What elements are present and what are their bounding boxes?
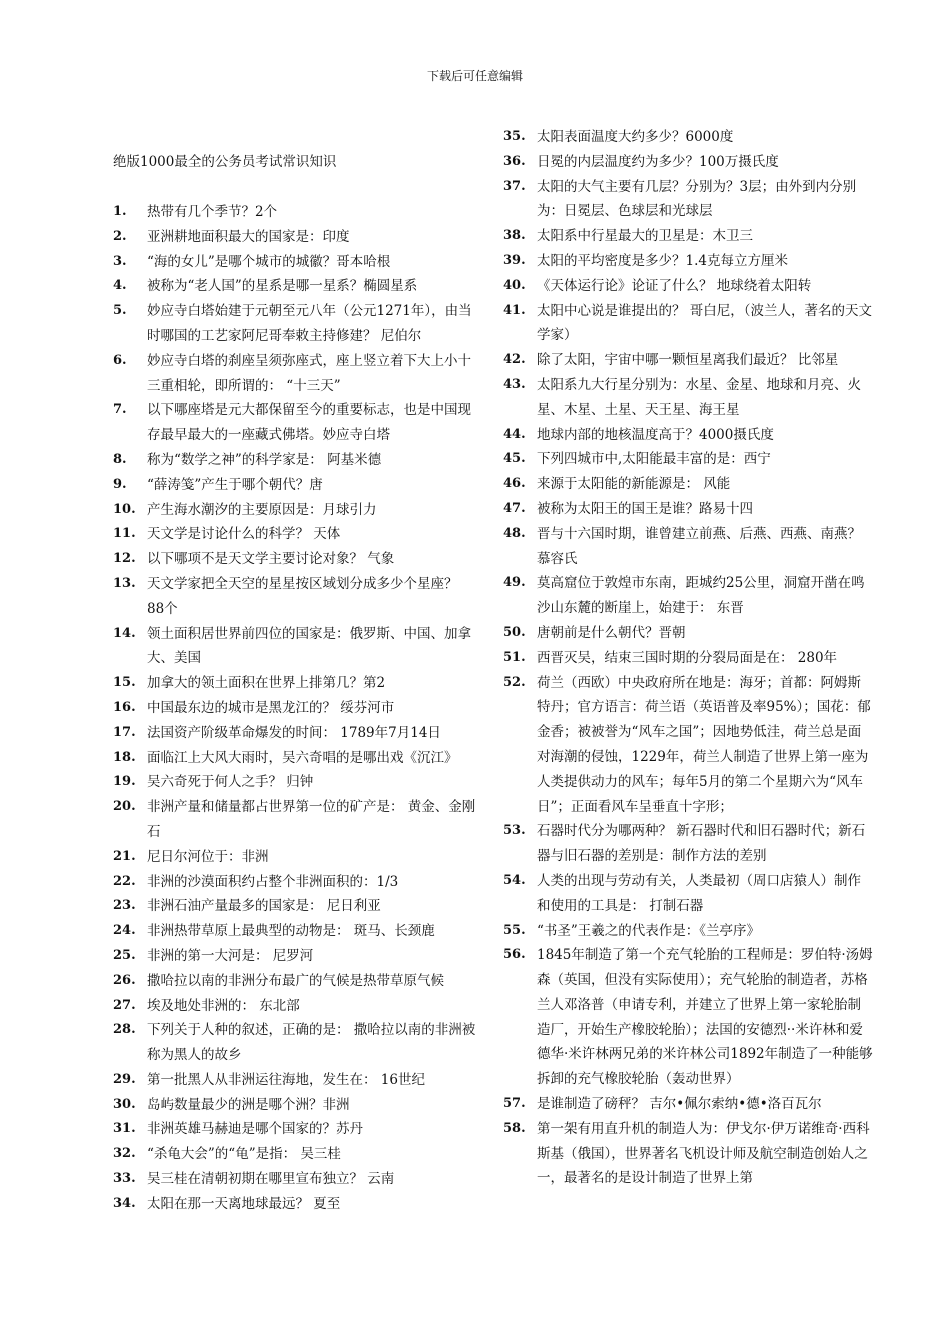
list-item (113, 770, 478, 795)
list-item (503, 299, 873, 349)
list-item (113, 1093, 478, 1118)
item-number: 21. (113, 848, 136, 864)
item-number: 2. (113, 228, 127, 244)
item-text: “薛涛笺”产生于哪个朝代？唐 (147, 476, 323, 493)
list-item (113, 1018, 478, 1068)
item-text: 下列关于人种的叙述，正确的是： 撒哈拉以南的非洲被称为黑人的故乡 (147, 1022, 476, 1064)
item-text: 太阳的大气主要有几层？分别为？3层；由外到内分别为：日冕层、色球层和光球层 (537, 178, 857, 220)
item-number: 13. (113, 575, 136, 591)
item-number: 48. (503, 525, 526, 541)
item-text: 石器时代分为哪两种？ 新石器时代和旧石器时代；新石器与旧石器的差别是：制作方法的差别 (537, 823, 866, 865)
item-number: 24. (113, 923, 136, 939)
item-number: 3. (113, 253, 127, 269)
item-number: 22. (113, 873, 136, 889)
item-number: 56. (503, 947, 526, 963)
item-number: 58. (503, 1120, 526, 1136)
list-item (503, 224, 873, 249)
list-item (113, 1117, 478, 1142)
item-number: 35. (503, 129, 526, 144)
item-number: 38. (503, 228, 526, 244)
item-text: 亚洲耕地面积最大的国家是：印度 (147, 228, 350, 245)
list-item (113, 845, 478, 870)
item-text: 撒哈拉以南的非洲分布最广的气候是热带草原气候 (147, 972, 444, 989)
item-number: 55. (503, 922, 526, 938)
item-text: 吴三桂在清朝初期在哪里宣布独立？ 云南 (147, 1171, 395, 1188)
list-item (503, 1092, 873, 1117)
list-item (113, 1167, 478, 1192)
item-number: 11. (113, 526, 136, 542)
item-number: 50. (503, 624, 526, 640)
item-number: 19. (113, 774, 136, 790)
list-item (503, 919, 873, 944)
right-column (503, 125, 873, 1191)
item-number: 30. (113, 1096, 136, 1112)
list-item (503, 423, 873, 448)
list-item (113, 299, 478, 349)
item-number: 1. (113, 204, 127, 219)
item-text: 太阳在那一天离地球最远？ 夏至 (147, 1195, 341, 1212)
item-number: 28. (113, 1022, 136, 1038)
item-text: 被称为太阳王的国王是谁？路易十四 (537, 500, 753, 517)
item-number: 10. (113, 501, 136, 517)
item-number: 29. (113, 1071, 136, 1087)
item-text: 非洲英雄马赫迪是哪个国家的？苏丹 (147, 1121, 363, 1138)
item-number: 44. (503, 426, 526, 442)
item-text: 面临江上大风大雨时，吴六奇唱的是哪出戏《沉江》 (147, 749, 458, 766)
item-text: 除了太阳，宇宙中哪一颗恒星离我们最近？ 比邻星 (537, 352, 839, 369)
list-item (503, 522, 873, 572)
item-number: 27. (113, 997, 136, 1013)
item-text: 岛屿数量最少的洲是哪个洲？非洲 (147, 1096, 350, 1113)
list-item (113, 448, 478, 473)
item-text: 吴六奇死于何人之手？ 归钟 (147, 774, 314, 791)
item-text: 热带有几个季节？2个 (147, 204, 278, 220)
item-text: 《天体运行论》论证了什么？ 地球绕着太阳转 (537, 277, 812, 294)
list-item (113, 746, 478, 771)
item-number: 54. (503, 872, 526, 888)
list-item (113, 250, 478, 275)
list-item (503, 571, 873, 621)
item-text: 妙应寺白塔的刹座呈须弥座式，座上竖立着下大上小十三重相轮，即所谓的： “十三天” (147, 352, 471, 394)
item-number: 53. (503, 823, 526, 839)
list-item (503, 497, 873, 522)
list-item (503, 621, 873, 646)
item-text: 埃及地处非洲的： 东北部 (147, 997, 300, 1014)
item-number: 36. (503, 153, 526, 169)
list-item (113, 894, 478, 919)
list-item (113, 671, 478, 696)
page-header: 下载后可任意编辑 (426, 69, 523, 83)
item-text: 妙应寺白塔始建于元朝至元八年（公元1271年），由当时哪国的工艺家阿尼哥奉敕主持修建？ 尼伯尔 (147, 303, 472, 344)
list-item (113, 547, 478, 572)
list-item (113, 572, 478, 622)
item-number: 5. (113, 303, 127, 319)
item-number: 23. (113, 898, 136, 914)
document-title: 绝版1000最全的公务员考试常识知识 (113, 154, 337, 170)
item-number: 20. (113, 799, 136, 815)
item-text: 1845年制造了第一个充气轮胎的工程师是：罗伯特·汤姆森（英国，但没有实际使用）；充气轮胎的制造者，苏格兰人邓洛普（申请专利，并建立了世界上第一家轮胎制造厂，开始生产橡胶轮胎）；法国的安德烈··米许林和爱德华·米许林两兄弟的米许林公司1892年制造了一种能够拆卸的充气橡胶轮胎（轰动世界） (537, 947, 873, 1088)
item-number: 43. (503, 376, 526, 392)
item-text: 尼日尔河位于：非洲 (147, 848, 269, 865)
list-item (113, 1192, 478, 1217)
item-text: 加拿大的领土面积在世界上排第几？第2 (147, 675, 386, 692)
item-text: “杀龟大会”的“龟”是指： 吴三桂 (147, 1146, 341, 1163)
list-item (503, 125, 873, 150)
list-item (113, 994, 478, 1019)
item-number: 46. (503, 476, 526, 492)
item-number: 18. (113, 749, 136, 765)
item-text: 法国资产阶级革命爆发的时间： 1789年7月14日 (147, 724, 441, 741)
item-text: 非洲石油产量最多的国家是： 尼日利亚 (147, 898, 381, 915)
list-item (113, 696, 478, 721)
item-number: 57. (503, 1096, 526, 1112)
list-item (503, 472, 873, 497)
item-number: 33. (113, 1171, 136, 1187)
item-number: 42. (503, 352, 526, 368)
item-text: 以下哪项不是天文学主要讨论对象？ 气象 (147, 551, 395, 568)
item-text: 第一架有用直升机的制造人为：伊戈尔·伊万诺维奇·西科斯基（俄国），世界著名飞机设计师及航空制造创始人之一，最著名的是设计制造了世界上第 (537, 1120, 870, 1187)
list-item (113, 870, 478, 895)
list-item (503, 447, 873, 472)
item-text: 来源于太阳能的新能源是： 风能 (537, 476, 731, 493)
item-text: 非洲的沙漠面积约占整个非洲面积的：1/3 (147, 873, 399, 890)
item-number: 16. (113, 699, 136, 715)
item-text: 非洲的第一大河是： 尼罗河 (147, 947, 314, 964)
list-item (503, 869, 873, 919)
item-text: 太阳系中行星最大的卫星是：木卫三 (537, 228, 753, 245)
item-number: 45. (503, 451, 526, 467)
item-text: 莫高窟位于敦煌市东南，距城约25公里，洞窟开凿在鸣沙山东麓的断崖上，始建于： 东晋 (537, 575, 865, 617)
item-number: 49. (503, 575, 526, 591)
list-item (503, 249, 873, 274)
list-item (113, 398, 478, 448)
item-number: 41. (503, 302, 526, 318)
list-item (113, 944, 478, 969)
item-number: 34. (113, 1195, 136, 1211)
item-text: 天文学家把全天空的星星按区域划分成多少个星座？ 88个 (147, 575, 458, 617)
item-number: 17. (113, 724, 136, 740)
list-item (113, 498, 478, 523)
list-item (503, 175, 873, 225)
list-item (113, 200, 478, 225)
item-text: 以下哪座塔是元大都保留至今的重要标志，也是中国现存最早最大的一座藏式佛塔。妙应寺白塔 (147, 402, 471, 444)
list-item (113, 919, 478, 944)
list-item (113, 349, 478, 399)
list-item (503, 671, 873, 820)
item-number: 51. (503, 649, 526, 665)
list-item (113, 1068, 478, 1093)
list-item (113, 522, 478, 547)
list-item (113, 225, 478, 250)
item-number: 52. (503, 674, 526, 690)
item-number: 9. (113, 476, 127, 492)
item-text: 第一批黑人从非洲运往海地，发生在： 16世纪 (147, 1071, 425, 1088)
item-text: 中国最东边的城市是黑龙江的？ 绥芬河市 (147, 699, 395, 716)
list-item (503, 819, 873, 869)
item-number: 12. (113, 551, 136, 567)
item-text: 唐朝前是什么朝代？晋朝 (537, 624, 686, 641)
list-item (113, 473, 478, 498)
item-text: 领土面积居世界前四位的国家是：俄罗斯、中国、加拿大、美国 (147, 625, 471, 667)
list-item (113, 622, 478, 672)
left-column (113, 200, 478, 1217)
list-item (503, 943, 873, 1092)
list-item (113, 721, 478, 746)
list-item (503, 646, 873, 671)
item-number: 7. (113, 402, 127, 418)
item-number: 37. (503, 178, 526, 194)
item-text: 晋与十六国时期，谁曾建立前燕、后燕、西燕、南燕？ 慕容氏 (537, 525, 861, 567)
list-item (503, 274, 873, 299)
item-number: 26. (113, 972, 136, 988)
item-text: 产生海水潮汐的主要原因是：月球引力 (147, 501, 377, 518)
list-item (113, 274, 478, 299)
item-number: 47. (503, 500, 526, 516)
item-text: 荷兰（西欧）中央政府所在地是：海牙；首都：阿姆斯特丹；官方语言：荷兰语（英语普及率95%）；国花：郁金香；被被誉为“风车之国”；因地势低洼，荷兰总是面对海潮的侵蚀，1229年，荷兰人制造了世界上第一座为人类提供动力的风车；每年5月的第二个星期六为“风车日”；正面看风车呈垂直十字形； (537, 674, 871, 815)
item-text: 地球内部的地核温度高于？4000摄氏度 (537, 426, 774, 443)
item-text: “书圣”王羲之的代表作是：《兰亭序》 (537, 922, 761, 939)
list-item (113, 1142, 478, 1167)
item-text: 太阳系九大行星分别为：水星、金星、地球和月亮、火星、木星、土星、天王星、海王星 (537, 376, 861, 418)
item-text: 天文学是讨论什么的科学？ 天体 (147, 526, 341, 543)
item-text: 被称为“老人国”的星系是哪一星系？椭圆星系 (147, 278, 418, 295)
item-text: 人类的出现与劳动有关，人类最初（周口店猿人）制作和使用的工具是： 打制石器 (537, 872, 861, 914)
item-number: 25. (113, 947, 136, 963)
item-text: 非洲产量和储量都占世界第一位的矿产是： 黄金、金刚石 (147, 799, 476, 840)
list-item (503, 348, 873, 373)
item-text: 日冕的内层温度约为多少？100万摄氏度 (537, 153, 779, 170)
item-number: 4. (113, 278, 127, 294)
item-number: 39. (503, 252, 526, 268)
item-text: 太阳的平均密度是多少？1.4克每立方厘米 (537, 252, 788, 269)
item-text: 是谁制造了磅秤？ 吉尔•佩尔索纳•德•洛百瓦尔 (537, 1096, 822, 1113)
item-text: 太阳中心说是谁提出的？ 哥白尼，（波兰人，著名的天文学家） (537, 302, 873, 344)
item-text: 非洲热带草原上最典型的动物是： 斑马、长颈鹿 (147, 923, 435, 940)
list-item (113, 969, 478, 994)
item-number: 6. (113, 352, 127, 368)
item-number: 15. (113, 675, 136, 691)
item-text: 下列四城市中,太阳能最丰富的是：西宁 (537, 451, 771, 468)
item-text: 西晋灭吴，结束三国时期的分裂局面是在： 280年 (537, 649, 838, 666)
item-number: 31. (113, 1121, 136, 1137)
item-number: 8. (113, 451, 127, 467)
list-item (503, 150, 873, 175)
item-number: 40. (503, 277, 526, 293)
list-item (113, 795, 478, 845)
item-text: “海的女儿”是哪个城市的城徽？哥本哈根 (147, 253, 391, 270)
item-text: 太阳表面温度大约多少？6000度 (537, 129, 734, 145)
item-number: 32. (113, 1146, 136, 1162)
list-item (503, 1117, 873, 1191)
item-text: 称为“数学之神”的科学家是： 阿基米德 (147, 451, 382, 468)
item-number: 14. (113, 625, 136, 641)
list-item (503, 373, 873, 423)
